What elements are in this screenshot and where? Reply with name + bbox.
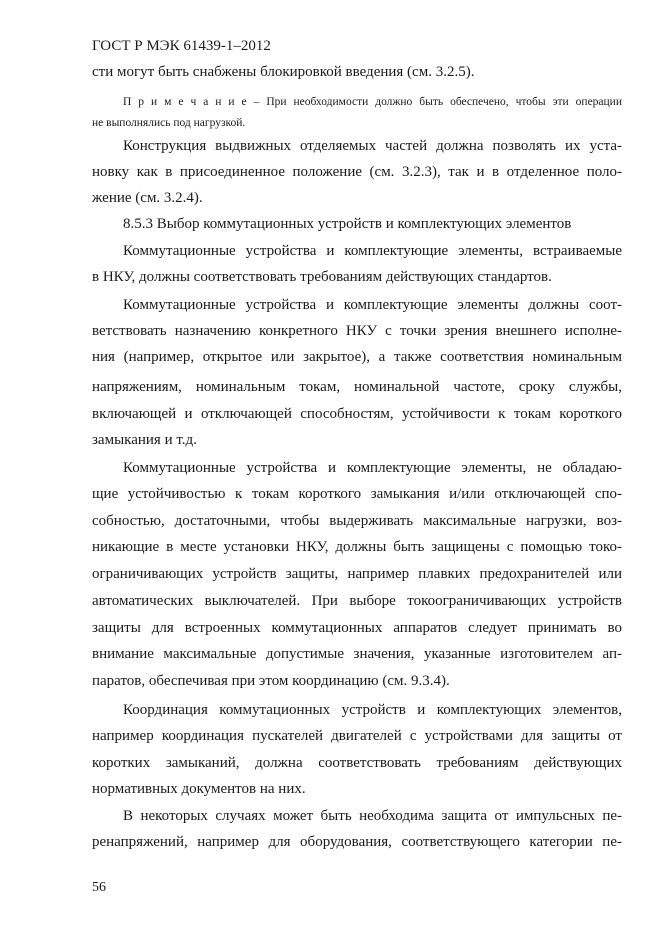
text-line: например координация пускателей двигателей с устройствами для защиты от: [92, 728, 622, 744]
text-line: автоматических выключателей. При выборе токоограничивающих устройств: [92, 593, 622, 609]
text-line: щие устойчивостью к токам короткого замыкания и/или отключающей спо-: [92, 486, 622, 502]
text-line: собностью, достаточными, чтобы выдерживать максимальные нагрузки, воз-: [92, 513, 622, 529]
text-line: напряжениям, номинальным токам, номинальной частоте, сроку службы,: [92, 379, 622, 395]
text-line: жение (см. 3.2.4).: [92, 190, 203, 206]
text-line: В некоторых случаях может быть необходима защита от импульсных пе-: [123, 808, 622, 824]
text-line: Координация коммутационных устройств и комплектующих элементов,: [123, 702, 622, 718]
text-line: ния (например, открытое или закрытое), а также соответствия номинальным: [92, 349, 622, 365]
document-header: ГОСТ Р МЭК 61439-1–2012: [92, 38, 271, 54]
section-heading: 8.5.3 Выбор коммутационных устройств и комплектующих элементов: [123, 216, 572, 232]
text-line: паратов, обеспечивая при этом координацию (см. 9.3.4).: [92, 673, 450, 689]
text-line: новку как в присоединенное положение (см. 3.2.3), так и в отделенное поло-: [92, 164, 622, 180]
text-line: защиты для встроенных коммутационных аппаратов следует принимать во: [92, 620, 622, 636]
text-line: ограничивающих устройств защиты, например плавких предохранителей или: [92, 566, 622, 582]
note-line: не выполнялись под нагрузкой.: [92, 117, 246, 129]
text-line: внимание максимальные допустимые значения, указанные изготовителем ап-: [92, 646, 622, 662]
text-line: нормативных документов на них.: [92, 781, 306, 797]
text-line: Коммутационные устройства и комплектующие элементы, не обладаю-: [123, 460, 622, 476]
text-line: сти могут быть снабжены блокировкой введения (см. 3.2.5).: [92, 64, 475, 80]
note-line: П р и м е ч а н и е – При необходимости должно быть обеспечено, чтобы эти операции: [123, 96, 622, 108]
text-line: Коммутационные устройства и комплектующие элементы должны соот-: [123, 297, 622, 313]
text-line: Конструкция выдвижных отделяемых частей должна позволять их уста-: [123, 138, 622, 154]
text-line: ветствовать назначению конкретного НКУ с точки зрения внешнего исполне-: [92, 323, 622, 339]
text-line: коротких замыканий, должна соответствовать требованиям действующих: [92, 755, 622, 771]
text-line: замыкания и т.д.: [92, 432, 197, 448]
text-line: никающие в месте установки НКУ, должны быть защищены с помощью токо-: [92, 539, 622, 555]
text-line: в НКУ, должны соответствовать требованиям действующих стандартов.: [92, 269, 552, 285]
text-line: Коммутационные устройства и комплектующие элементы, встраиваемые: [123, 243, 622, 259]
text-line: включающей и отключающей способностям, устойчивости к токам короткого: [92, 406, 622, 422]
text-line: ренапряжений, например для оборудования, соответствующего категории пе-: [92, 834, 622, 850]
page-number: 56: [92, 880, 106, 895]
